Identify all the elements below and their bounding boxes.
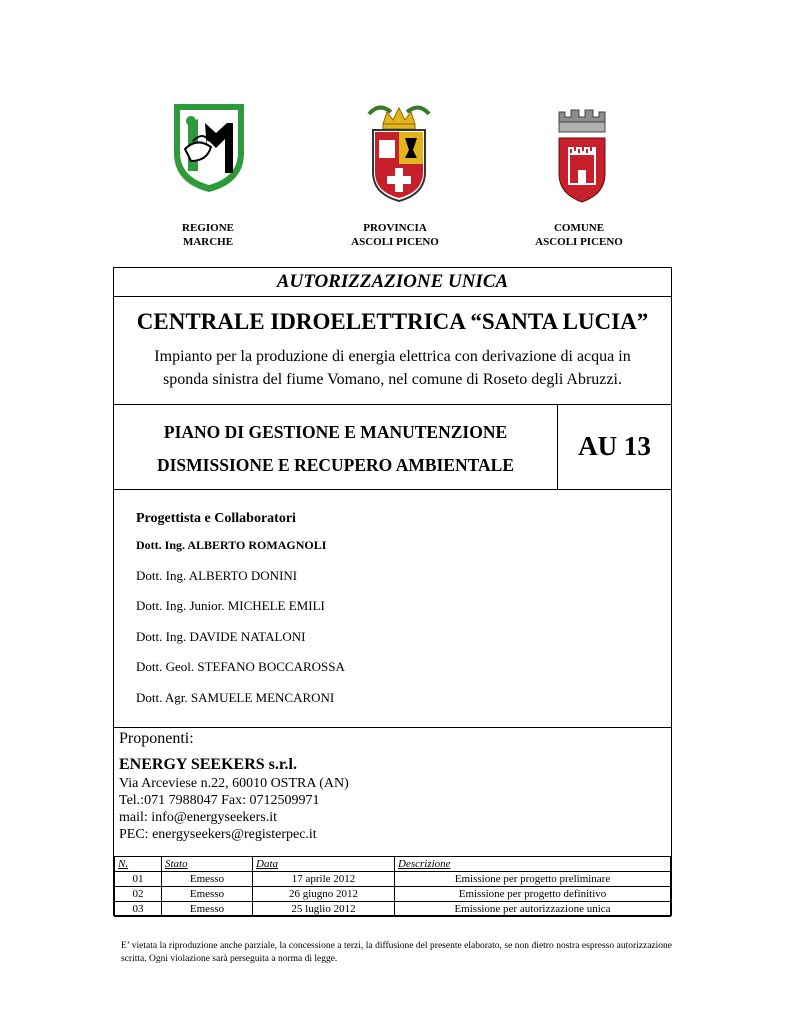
table-cell: 03	[115, 902, 162, 917]
team-heading: Progettista e Collaboratori	[136, 511, 296, 526]
logo-label-line: COMUNE	[553, 222, 605, 234]
logo-label-line: PROVINCIA	[363, 222, 427, 234]
project-title: CENTRALE IDROELETTRICA “SANTA LUCIA”	[136, 309, 649, 334]
table-cell: Emissione per autorizzazione unica	[395, 902, 671, 917]
table-row	[115, 902, 671, 917]
table-cell: Emesso	[162, 887, 253, 902]
proponent-company: ENERGY SEEKERS s.r.l.	[119, 756, 297, 773]
team-member: Dott. Ing. Junior. MICHELE EMILI	[136, 598, 325, 613]
table-cell: Emissione per progetto preliminare	[395, 872, 671, 887]
proponent-address: Via Arceviese n.22, 60010 OSTRA (AN)	[119, 776, 349, 791]
divider	[114, 404, 671, 405]
table-cell: 26 giugno 2012	[253, 887, 395, 902]
divider	[114, 727, 671, 728]
copyright-notice: E’ vietata la riproduzione anche parziale, la concessione a terzi, la diffusione del presente elaborato, se non dietro nostra espresso autorizzazione scritta. Ogni violazione sarà perseguita a norma di legge.	[121, 941, 672, 964]
divider	[114, 296, 671, 297]
team-member: Dott. Ing. DAVIDE NATALONI	[136, 629, 306, 644]
section-title: AUTORIZZAZIONE UNICA	[276, 271, 509, 292]
team-lead: Dott. Ing. ALBERTO ROMAGNOLI	[136, 538, 327, 552]
description-line: Impianto per la produzione di energia elettrica con derivazione di acqua in	[154, 348, 631, 365]
logo-label-comune	[509, 221, 649, 249]
plan-title-line2: DISMISSIONE E RECUPERO AMBIENTALE	[156, 455, 515, 475]
plan-title-line1: PIANO DI GESTIONE E MANUTENZIONE	[163, 422, 508, 442]
logo-label-line: ASCOLI PICENO	[351, 236, 439, 248]
divider	[114, 489, 671, 490]
proponent-pec: PEC: energyseekers@registerpec.it	[119, 827, 317, 842]
table-row	[115, 872, 671, 887]
logo-label-line: ASCOLI PICENO	[535, 236, 623, 248]
logo-label-provincia	[325, 221, 465, 249]
cover-frame	[113, 267, 672, 916]
proponent-label: Proponenti:	[119, 730, 194, 747]
table-row	[115, 887, 671, 902]
column-header: Stato	[162, 857, 253, 872]
table-cell: Emesso	[162, 872, 253, 887]
table-cell: Emissione per progetto definitivo	[395, 887, 671, 902]
table-header-row	[115, 857, 671, 872]
proponent-phone: Tel.:071 7988047 Fax: 0712509971	[119, 793, 320, 808]
revision-table	[114, 856, 671, 917]
logo-label-line: MARCHE	[182, 236, 234, 248]
table-cell: 02	[115, 887, 162, 902]
regione-marche-logo	[171, 101, 247, 194]
team-member: Dott. Ing. ALBERTO DONINI	[136, 568, 298, 583]
project-description	[114, 345, 671, 391]
proponent-mail: mail: info@energyseekers.it	[119, 810, 278, 825]
table-cell: 17 aprile 2012	[253, 872, 395, 887]
team-member: Dott. Geol. STEFANO BOCCAROSSA	[136, 659, 345, 674]
logo-label-regione	[138, 221, 278, 249]
column-header: Data	[253, 857, 395, 872]
comune-ascoli-logo	[555, 104, 609, 204]
team-member: Dott. Agr. SAMUELE MENCARONI	[136, 690, 335, 705]
table-cell: 01	[115, 872, 162, 887]
table-cell: 25 luglio 2012	[253, 902, 395, 917]
table-cell: Emesso	[162, 902, 253, 917]
document-code: AU 13	[578, 431, 651, 461]
column-header: N.	[115, 857, 162, 872]
description-line: sponda sinistra del fiume Vomano, nel comune di Roseto degli Abruzzi.	[163, 371, 622, 388]
logo-label-line: REGIONE	[182, 222, 234, 234]
column-header: Descrizione	[395, 857, 671, 872]
provincia-ascoli-logo	[365, 100, 433, 204]
